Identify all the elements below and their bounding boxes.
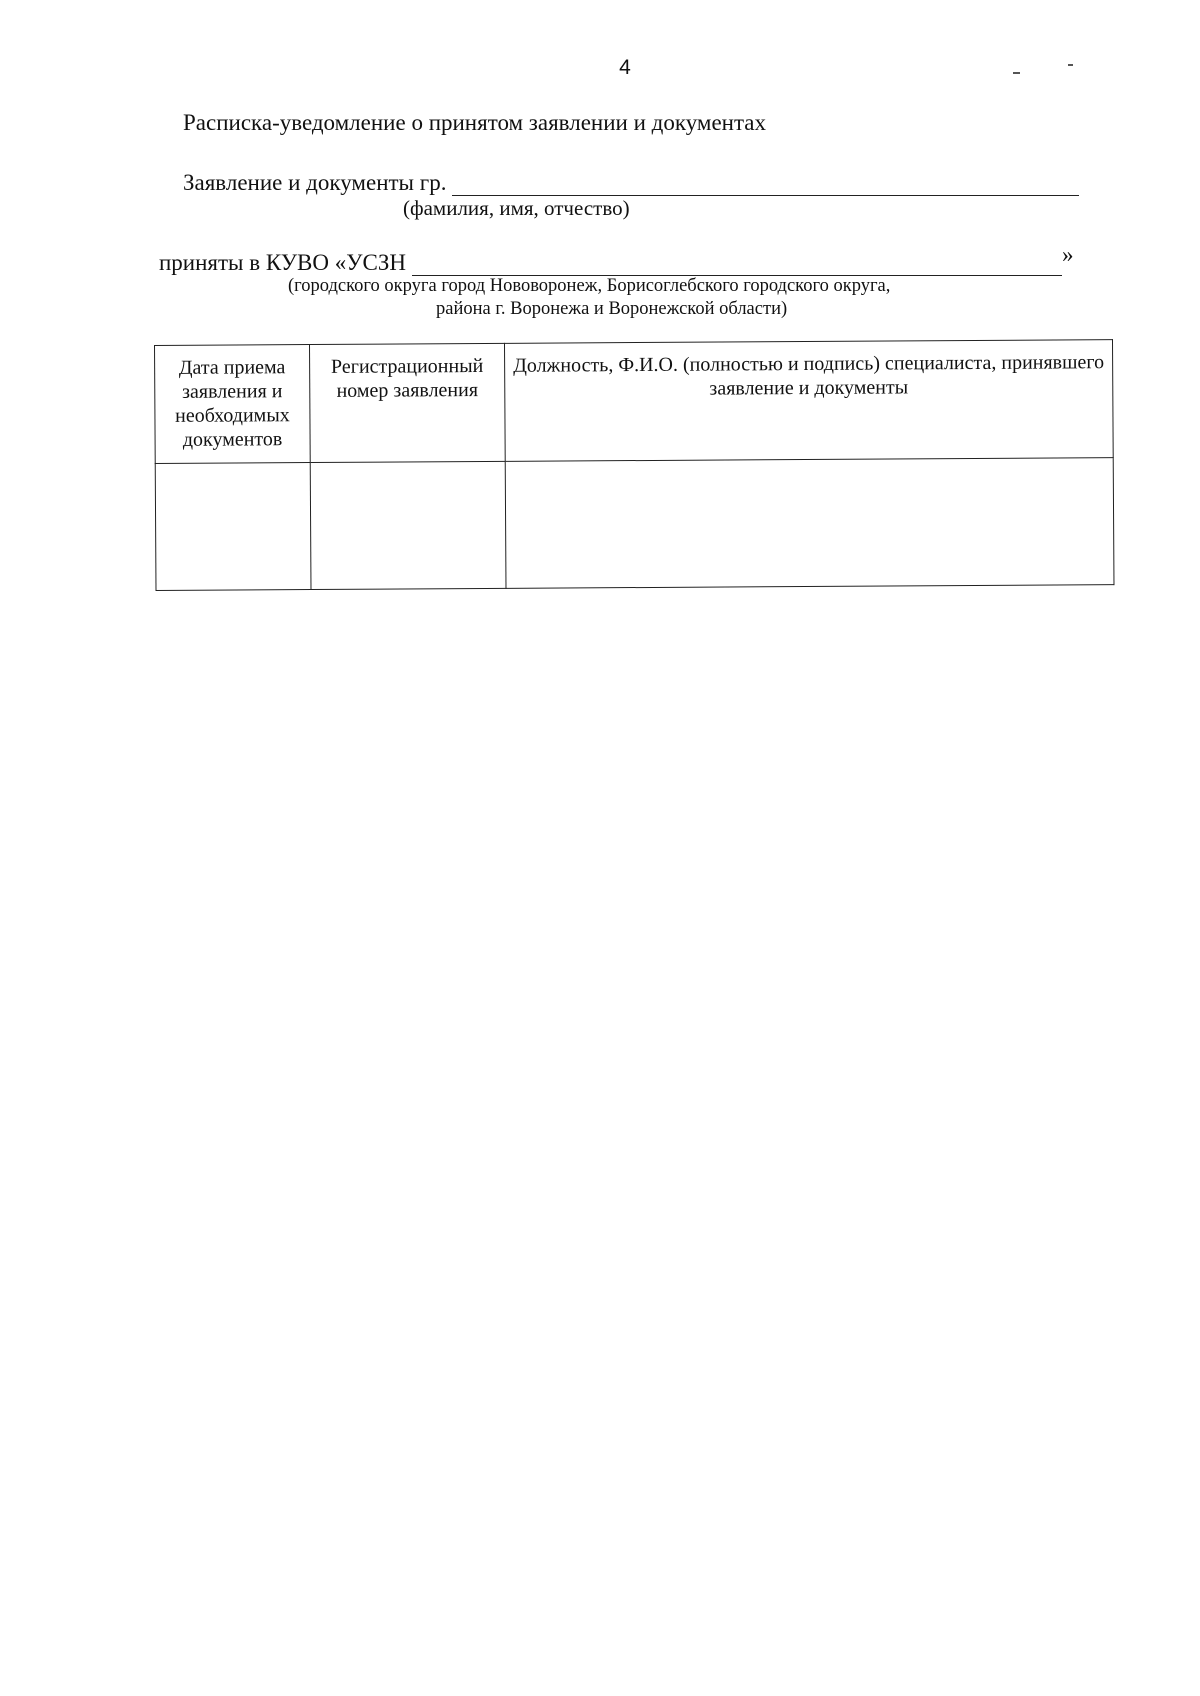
header-specialist: Должность, Ф.И.О. (полностью и подпись) специалиста, принявшего заявление и документы [504,340,1113,462]
applicant-name-field[interactable] [452,173,1079,196]
institution-caption-line-2: района г. Воронежа и Воронежской области) [436,299,788,319]
table-row [155,458,1114,591]
applicant-line [183,170,1079,196]
table-header-row [155,340,1114,464]
header-registration-number: Регистрационный номер заявления [310,343,506,462]
applicant-caption: (фамилия, имя, отчество) [403,196,630,220]
institution-line [159,242,1074,276]
institution-caption-line-1: (городского округа город Нововоронеж, Борисоглебского городского округа, [288,276,891,296]
cell-registration-number[interactable] [310,461,506,589]
cell-receipt-date[interactable] [155,463,311,591]
applicant-label: Заявление и документы гр. [183,170,447,195]
institution-closing-quote: » [1062,242,1074,267]
header-receipt-date: Дата приема заявления и необходимых документов [155,345,311,464]
scan-speck [1068,64,1073,66]
institution-label: приняты в КУВО «УСЗН [159,250,406,275]
receipt-table [154,339,1114,591]
institution-name-field[interactable] [412,253,1062,276]
scan-speck [1013,72,1020,74]
document-title: Расписка-уведомление о принятом заявлении и документах [183,110,767,135]
cell-specialist[interactable] [505,458,1114,589]
page-number: 4 [619,56,631,79]
